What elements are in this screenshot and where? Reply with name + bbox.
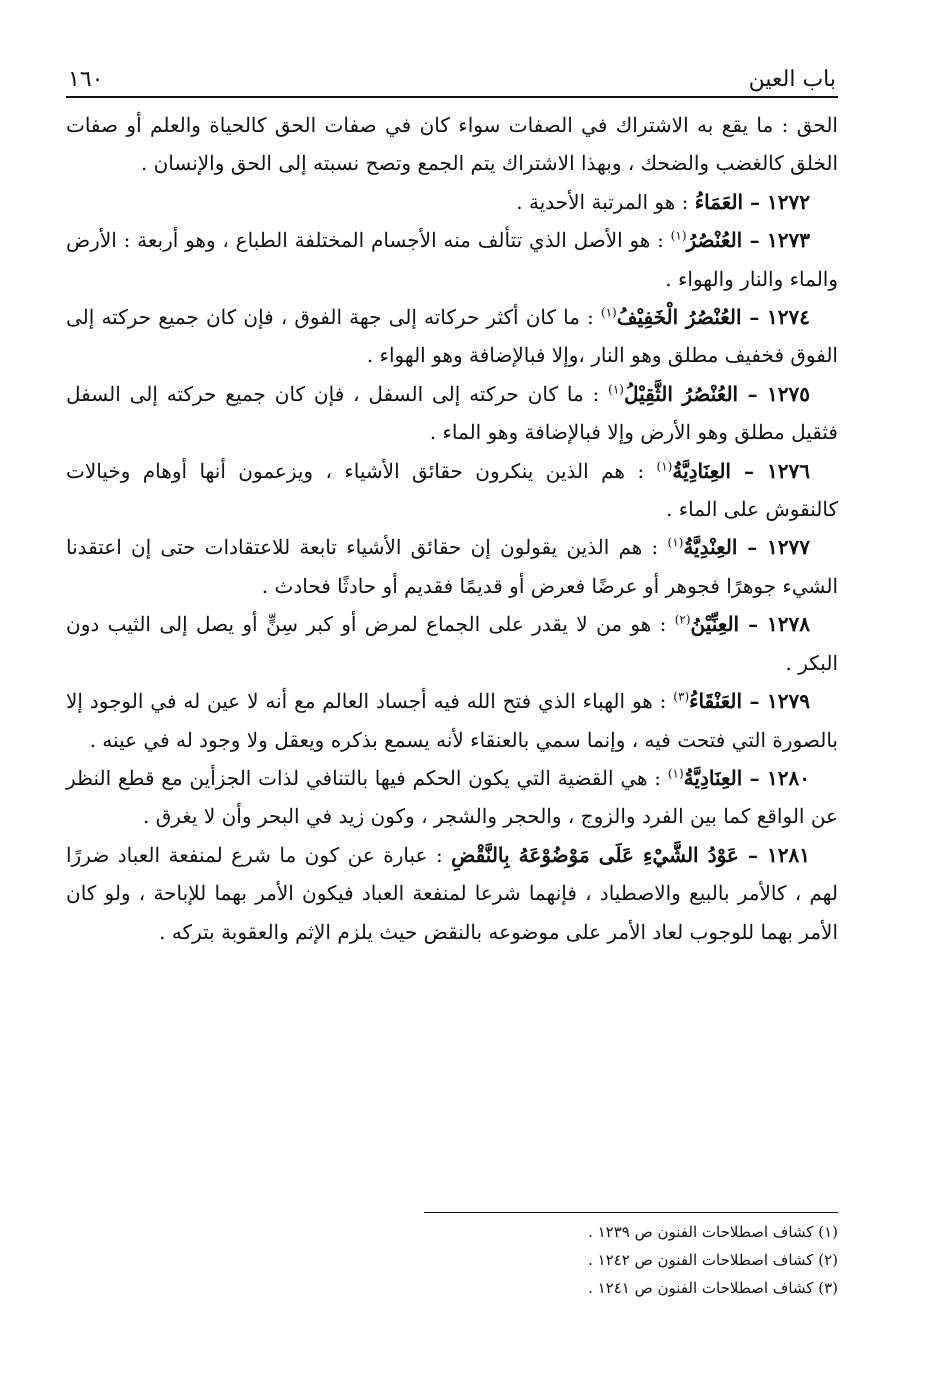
footnote-ref[interactable]: (١)	[667, 766, 684, 781]
entry-term-text: العَنْقَاءُ	[689, 689, 743, 714]
footnotes	[380, 1218, 838, 1302]
entry-term-text: العِنَادِيَّةُ	[672, 458, 731, 483]
entry-number: ١٢٧٤	[767, 305, 811, 330]
entry-definition: : ما كان حركته إلى السفل ، فإن كان جميع حركته إلى السفل فثقيل مطلق وهو الأرض وإلا فبالإضافة وهو الماء .	[66, 381, 838, 445]
entry-number: ١٢٨١	[767, 842, 810, 867]
footnote-ref[interactable]: (٢)	[674, 612, 691, 627]
entry-term: ١٢٨١ – عَوْدُ الشَّيْءِ عَلَى مَوْضُوْعَهُ بِالنَّقْضِ	[451, 842, 810, 867]
entry-١٢٧٢	[66, 183, 838, 221]
entry-١٢٧٧	[66, 528, 838, 605]
page-body	[66, 106, 838, 951]
entry-definition: : هم الذين ينكرون حقائق الأشياء ، ويزعمون أنها أوهام وخيالات كالنقوش على الماء .	[66, 458, 838, 522]
entry-list	[66, 183, 838, 951]
entry-١٢٧٤	[66, 298, 838, 375]
footnote-ref[interactable]: (١)	[608, 382, 624, 397]
entry-١٢٧٣	[66, 221, 838, 298]
entry-number: ١٢٨٠	[767, 765, 811, 790]
footnote-divider	[424, 1212, 838, 1213]
footnote-ref[interactable]: (١)	[656, 459, 673, 473]
entry-number: ١٢٧٢	[767, 189, 810, 214]
page	[66, 56, 838, 951]
footnote: (٢) كشاف اصطلاحات الفنون ص ١٢٤٢ .	[588, 1251, 838, 1269]
page-number: ١٦٠	[68, 67, 104, 92]
entry-١٢٧٩	[66, 682, 838, 759]
footnote: (٣) كشاف اصطلاحات الفنون ص ١٢٤١ .	[588, 1279, 838, 1297]
entry-definition: : هو المرتبة الأحدية .	[516, 189, 689, 214]
footnote-ref[interactable]: (١)	[600, 305, 617, 320]
entry-١٢٧٥	[66, 375, 838, 452]
entry-definition: : هو من لا يقدر على الجماع لمرض أو كبر سِنٍّ أو يصل إلى الثيب دون البكر .	[66, 612, 838, 675]
entry-term-text: العُنْصُرُ الثَّقِيْلُ	[623, 381, 739, 406]
entry-term-text: العِنْدِيَّةُ	[683, 535, 738, 560]
entry-definition: : هم الذين يقولون إن حقائق الأشياء تابعة للاعتقادات حتى إن اعتقدنا الشيء جوهرًا فجوهر أو عرضًا فعرض أو قديمًا فقديم أو حادثًا فحادث .	[66, 535, 838, 598]
entry-term-text: العِنِّيْنُ	[690, 612, 740, 637]
footnote-ref[interactable]: (١)	[667, 535, 684, 550]
footnote-ref[interactable]: (١)	[670, 228, 687, 243]
entry-term-text: العُنْصُرُ الْخَفِيْفُ	[616, 305, 742, 330]
entry-١٢٧٦	[66, 452, 838, 529]
entry-number: ١٢٧٩	[767, 689, 810, 714]
entry-definition: : عبارة عن كون ما شرع لمنفعة العباد ضررًا لهم ، كالأمر بالبيع والاصطياد ، فإنهما شرعا لمنفعة العباد فيكون الأمر بهما للإباحة ، ولو كان الأمر بهما للوجوب لعاد الأمر على موضوعه بالنقض حيث يلزم الإثم والعقوبة بتركه .	[66, 842, 838, 944]
entry-term-text: العُنْصُرُ	[686, 228, 743, 253]
footnote: (١) كشاف اصطلاحات الفنون ص ١٢٣٩ .	[588, 1223, 838, 1241]
entry-number: ١٢٧٥	[767, 381, 810, 406]
entry-term-text: العَمَاءُ	[694, 189, 744, 214]
entry-term: ١٢٧٧ – العِنْدِيَّةُ	[683, 535, 811, 560]
page-header	[66, 56, 838, 98]
entry-definition: : هي القضية التي يكون الحكم فيها بالتنافي لذات الجزأين مع قطع النظر عن الواقع كما بين الفرد والزوج ، والحجر والشجر ، وكون زيد في البحر وأن لا يغرق .	[66, 765, 838, 829]
entry-term: ١٢٧٣ – العُنْصُرُ	[686, 228, 810, 253]
entry-١٢٨٠	[66, 759, 838, 836]
entry-term: ١٢٧٢ – العَمَاءُ	[694, 189, 810, 214]
entry-number: ١٢٧٣	[767, 228, 810, 253]
entry-term: ١٢٧٨ – العِنِّيْنُ	[690, 612, 810, 637]
entry-١٢٧٨	[66, 605, 838, 682]
entry-term: ١٢٨٠ – العِنَادِيَّةُ	[683, 765, 811, 790]
entry-term: ١٢٧٩ – العَنْقَاءُ	[689, 689, 810, 714]
entry-term: ١٢٧٤ – العُنْصُرُ الْخَفِيْفُ	[616, 305, 811, 330]
footnote-ref[interactable]: (٣)	[673, 689, 690, 704]
entry-number: ١٢٧٦	[767, 458, 810, 483]
intro-paragraph: الحق : ما يقع به الاشتراك في الصفات سواء كان في صفات الحق كالحياة والعلم أو صفات الخلق كالغضب والضحك ، وبهذا الاشتراك يتم الجمع وتصح نسبته إلى الحق والإنسان .	[66, 113, 838, 176]
entry-term: ١٢٧٦ – العِنَادِيَّةُ	[672, 458, 810, 483]
entry-number: ١٢٧٨	[767, 612, 810, 637]
entry-١٢٨١	[66, 836, 838, 951]
entry-term: ١٢٧٥ – العُنْصُرُ الثَّقِيْلُ	[623, 381, 810, 406]
entry-number: ١٢٧٧	[767, 535, 811, 560]
chapter-title: باب العين	[748, 67, 836, 92]
entry-definition: : هو الأصل الذي تتألف منه الأجسام المختلفة الطباع ، وهو أربعة : الأرض والماء والنار والهواء .	[66, 228, 838, 291]
entry-definition: : ما كان أكثر حركاته إلى جهة الفوق ، فإن كان جميع حركته إلى الفوق فخفيف مطلق وهو النار ،وإلا فبالإضافة وهو الهواء .	[66, 305, 838, 368]
entry-term-text: العِنَادِيَّةُ	[683, 765, 743, 790]
entry-term-text: عَوْدُ الشَّيْءِ عَلَى مَوْضُوْعَهُ بِالنَّقْضِ	[451, 842, 739, 867]
entry-definition: : هو الهباء الذي فتح الله فيه أجساد العالم مع أنه لا عين له في الوجود إلا بالصورة التي فتحت فيه ، وإنما سمي بالعنقاء لأنه يسمع بذكره ويعقل ولا وجود له في عينه .	[66, 689, 838, 752]
